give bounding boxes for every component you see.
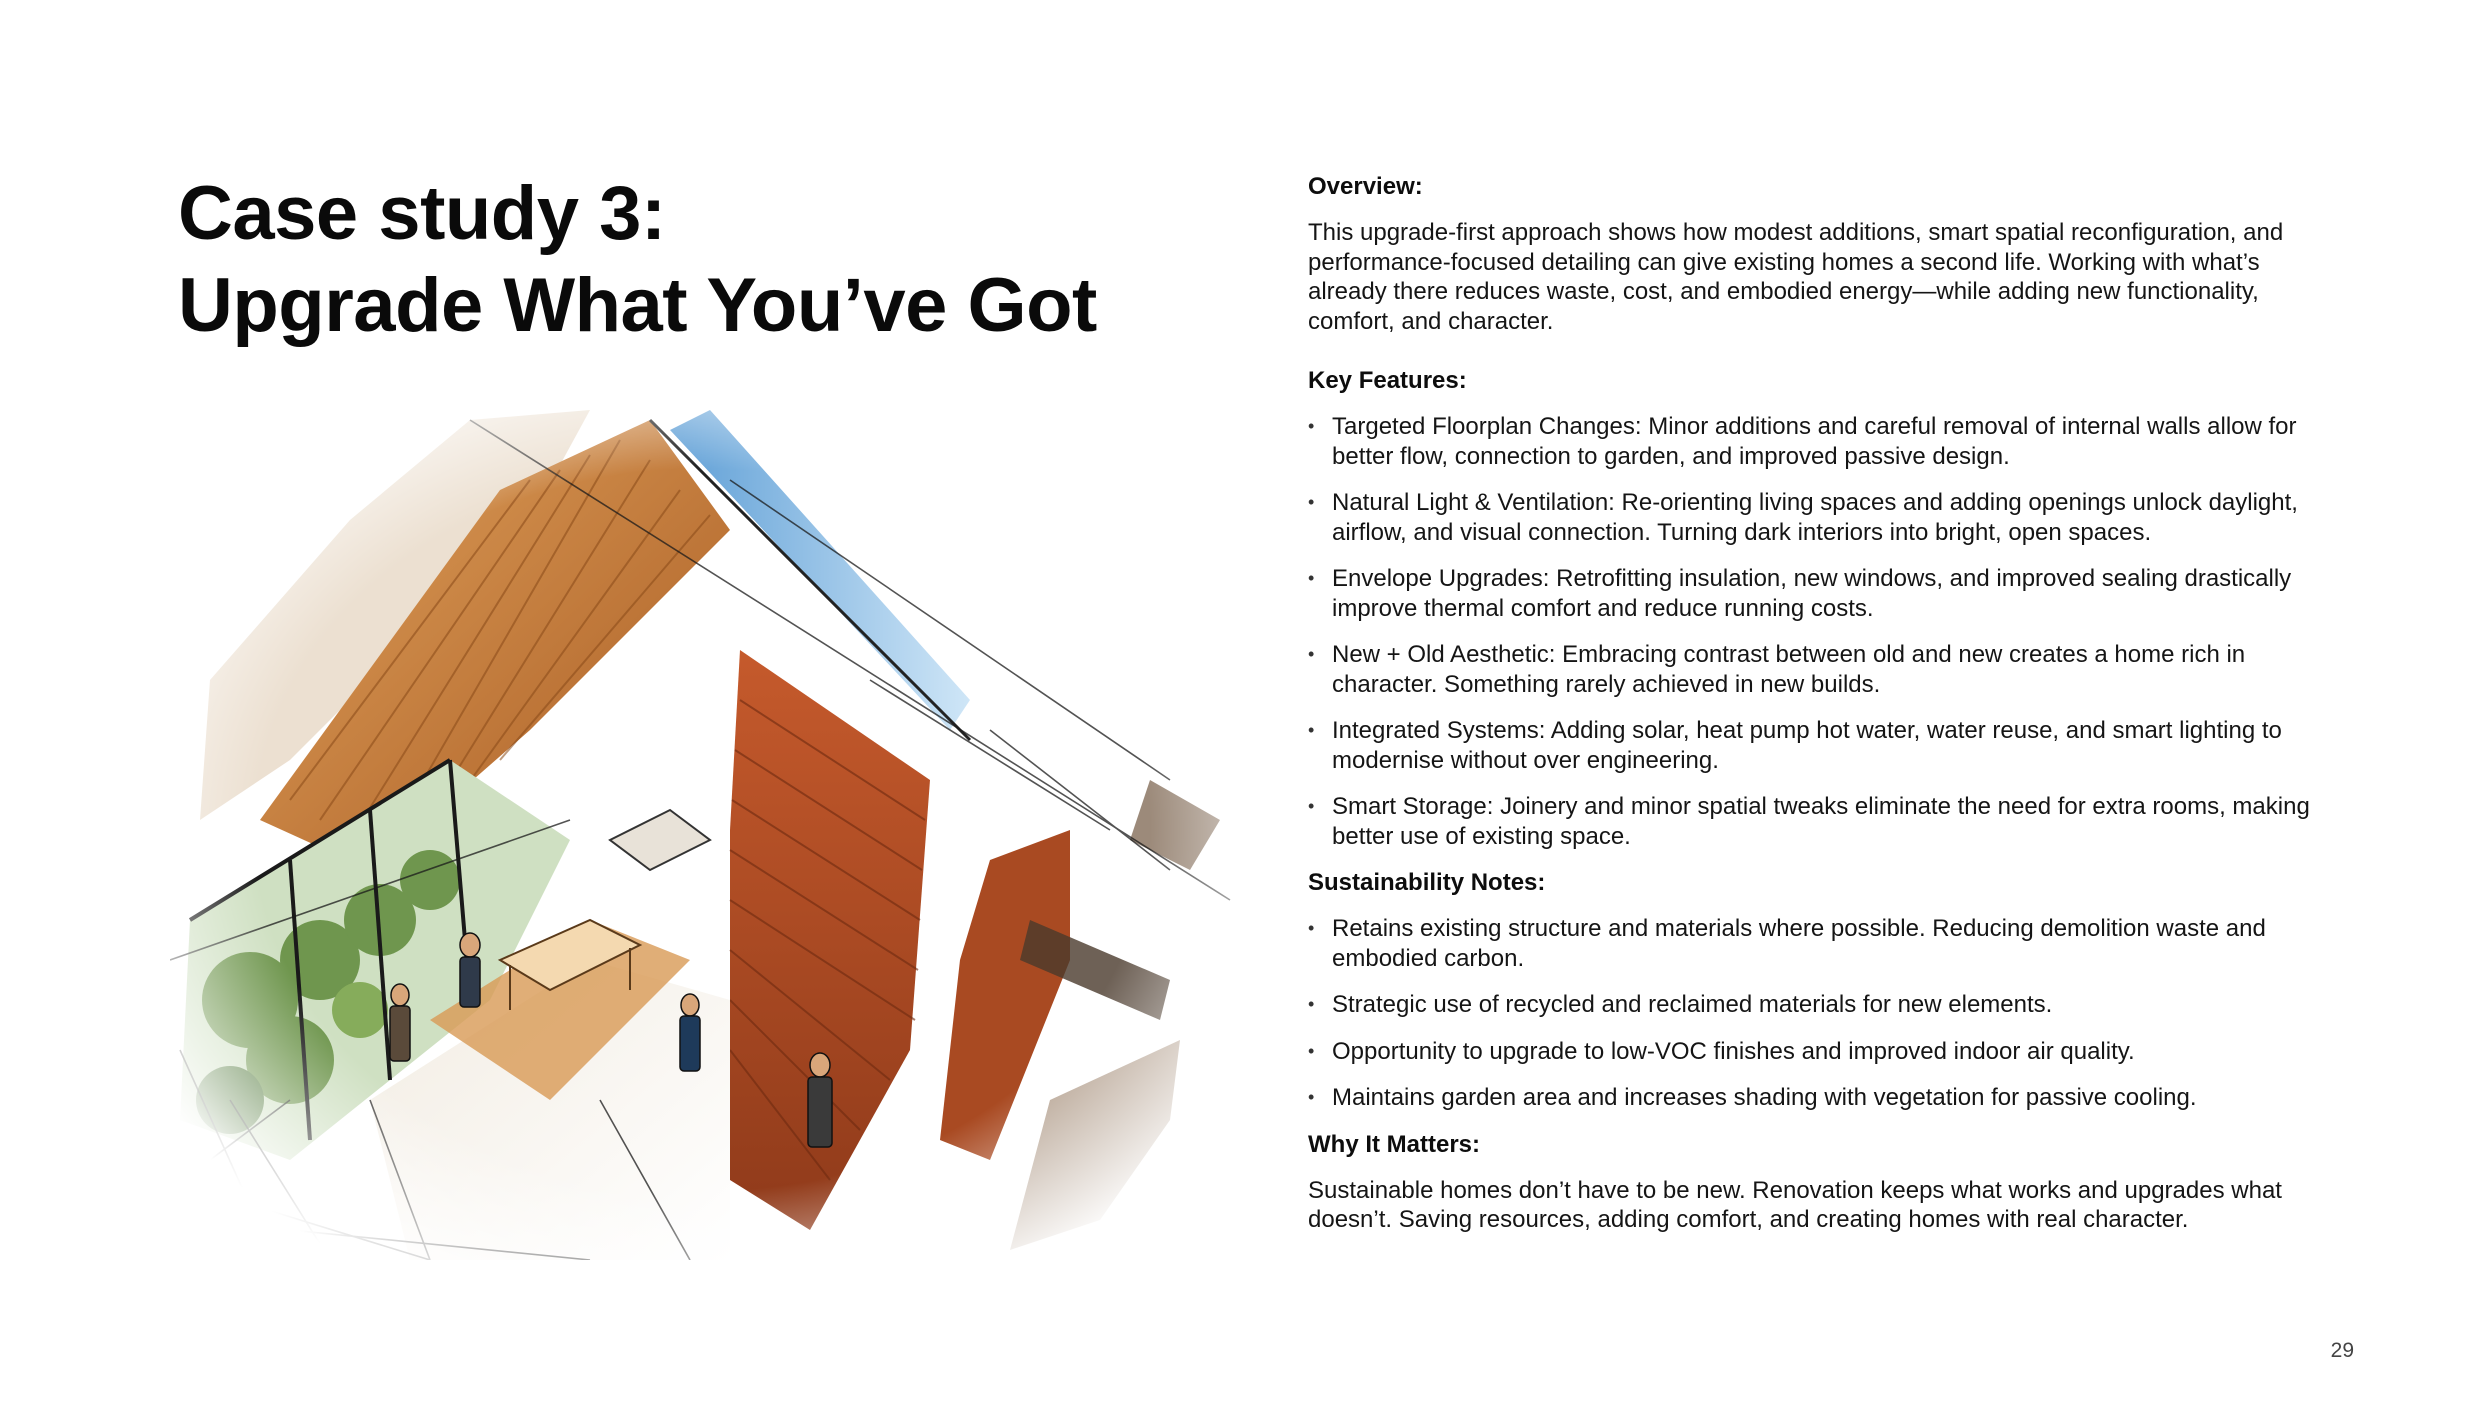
title-line-2: Upgrade What You’ve Got: [178, 263, 1097, 348]
key-features-list: [1308, 412, 2338, 851]
list-item: • New + Old Aesthetic: Embracing contrast between old and new creates a home rich in character. Something rarely achieved in new builds.: [1308, 640, 2338, 699]
sketch-svg: [170, 400, 1235, 1260]
list-item: • Retains existing structure and materials where possible. Reducing demolition waste and embodied carbon.: [1308, 914, 2338, 973]
list-item: • Opportunity to upgrade to low-VOC finishes and improved indoor air quality.: [1308, 1037, 2338, 1067]
overview-section: [1308, 172, 2338, 336]
sustainability-list: [1308, 914, 2338, 1113]
list-item: • Targeted Floorplan Changes: Minor additions and careful removal of internal walls allow for better flow, connection to garden, and improved passive design.: [1308, 412, 2338, 471]
why-it-matters-text: Sustainable homes don’t have to be new. Renovation keeps what works and upgrades what doesn’t. Saving resources, adding comfort, and creating homes with real character.: [1308, 1176, 2282, 1233]
content-column: [1308, 172, 2338, 1265]
renovation-sketch-illustration: [170, 400, 1235, 1260]
page-title: [178, 168, 1228, 352]
key-features-section: [1308, 366, 2338, 851]
list-item: • Strategic use of recycled and reclaimed materials for new elements.: [1308, 990, 2338, 1020]
edge-fade: [170, 400, 1235, 1260]
overview-heading: Overview:: [1308, 173, 1423, 200]
sustainability-heading: Sustainability Notes:: [1308, 869, 1546, 896]
why-it-matters-section: [1308, 1130, 2338, 1235]
title-line-1: Case study 3:: [178, 171, 666, 256]
overview-text: This upgrade-first approach shows how modest additions, smart spatial reconfiguration, and performance-focused detailing can give existing homes a second life. Working with what’s already there reduces waste, cost, and embodied energy—while adding new functionality, comfort, and character.: [1308, 219, 2284, 335]
sustainability-section: [1308, 868, 2338, 1113]
list-item: • Integrated Systems: Adding solar, heat pump hot water, water reuse, and smart lighting to modernise without over engineering.: [1308, 716, 2338, 775]
why-it-matters-heading: Why It Matters:: [1308, 1130, 1481, 1158]
page-number: 29: [2330, 1339, 2354, 1362]
list-item: • Smart Storage: Joinery and minor spatial tweaks eliminate the need for extra rooms, making better use of existing space.: [1308, 792, 2338, 851]
key-features-heading: Key Features:: [1308, 367, 1467, 394]
list-item: • Maintains garden area and increases shading with vegetation for passive cooling.: [1308, 1083, 2338, 1113]
list-item: • Envelope Upgrades: Retrofitting insulation, new windows, and improved sealing drastically improve thermal comfort and reduce running costs.: [1308, 564, 2338, 623]
list-item: • Natural Light & Ventilation: Re-orienting living spaces and adding openings unlock daylight, airflow, and visual connection. Turning dark interiors into bright, open spaces.: [1308, 488, 2338, 547]
